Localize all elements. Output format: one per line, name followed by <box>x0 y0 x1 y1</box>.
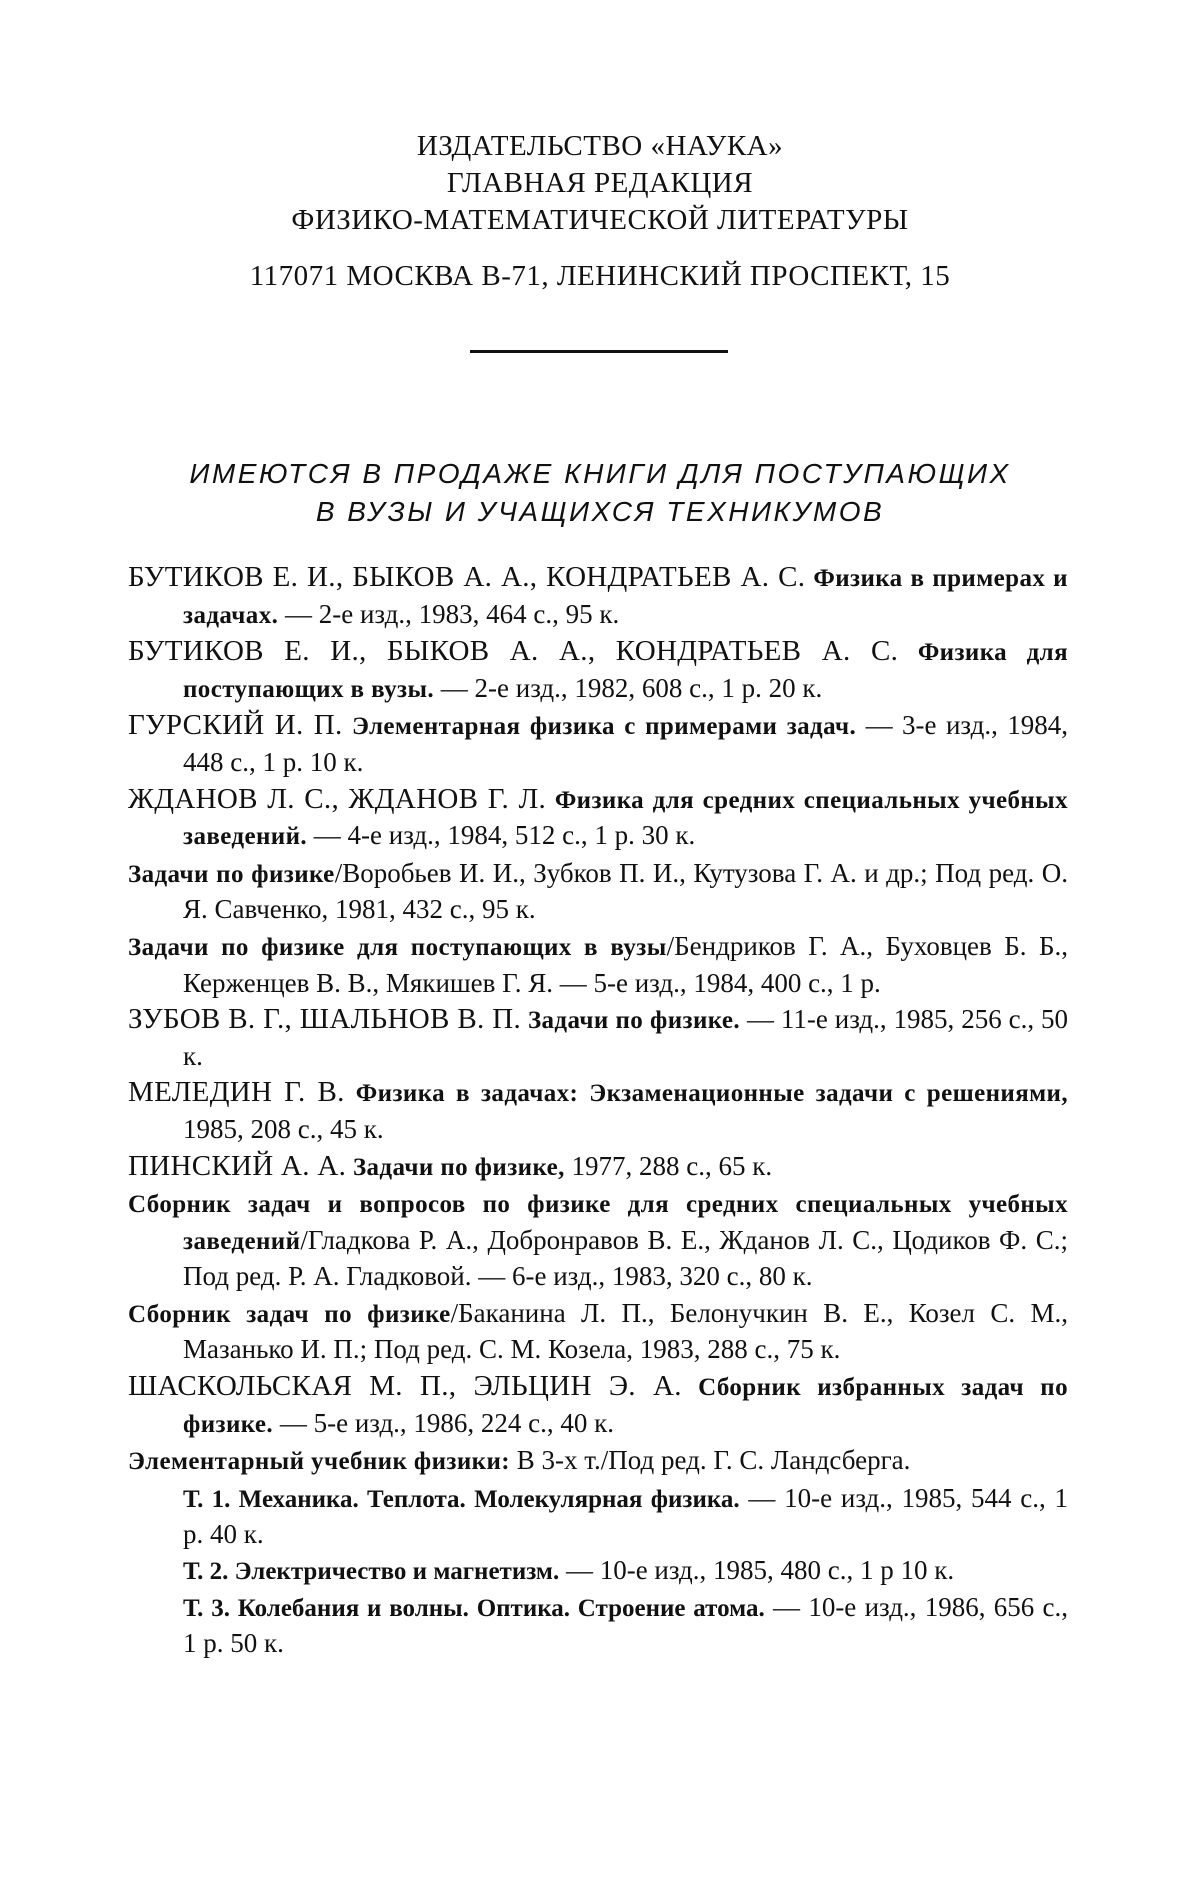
book-details: — 2-е изд., 1982, 608 с., 1 р. 20 к. <box>440 672 823 703</box>
book-author: БУТИКОВ Е. И., БЫКОВ А. А., КОНДРАТЬЕВ А. С. <box>128 635 899 668</box>
book-entry <box>128 1075 1068 1147</box>
book-title: Элементарная физика с примерами задач. <box>351 713 857 741</box>
divider-line <box>470 350 728 353</box>
volume-title: Т. 1. Механика. Теплота. Молекулярная физика. <box>183 1485 740 1513</box>
editorial-office: ГЛАВНАЯ РЕДАКЦИЯ <box>446 167 754 199</box>
book-entry <box>128 856 1068 928</box>
editorial-department: ФИЗИКО-МАТЕМАТИЧЕСКОЙ ЛИТЕРАТУРЫ <box>291 204 909 236</box>
book-entry <box>128 708 1068 780</box>
subtitle-line-2: В ВУЗЫ И УЧАЩИХСЯ ТЕХНИКУМОВ <box>315 496 885 527</box>
book-title: Задачи по физике <box>128 860 335 888</box>
book-author: ПИНСКИЙ А. А. <box>128 1149 347 1182</box>
book-author: ШАСКОЛЬСКАЯ М. П., ЭЛЬЦИН Э. А. <box>128 1370 682 1403</box>
textbook-details: В 3-х т./Под ред. Г. С. Ландсберга. <box>516 1445 911 1476</box>
catalog-subtitle <box>0 455 1200 531</box>
book-title: Сборник задач по физике <box>128 1300 451 1328</box>
book-details: /Гладкова Р. А., Добронравов В. Е., Жданов Л. С., Цодиков Ф. С.; Под ред. Р. А. Гладковой. — 6-е изд., 1983, 320 с., 80 к. <box>183 1224 1068 1292</box>
textbook-volume-1 <box>128 1481 1068 1553</box>
book-details: — 5-е изд., 1986, 224 с., 40 к. <box>279 1407 615 1438</box>
book-title: Физика в задачах: Экзаменационные задачи с решениями, <box>355 1080 1069 1108</box>
book-author: ГУРСКИЙ И. П. <box>128 709 343 742</box>
book-details: — 11-е изд., 1985, 256 с., 50 к. <box>183 1004 1068 1071</box>
book-entry <box>128 560 1068 633</box>
book-title: Сборник задач и вопросов по физике для средних специальных учебных заведений <box>128 1191 1068 1255</box>
book-author: МЕЛЕДИН Г. В. <box>128 1076 345 1109</box>
book-title: Физика для поступающих в вузы. <box>183 639 1068 703</box>
book-details: — 4-е изд., 1984, 512 с., 1 р. 30 к. <box>313 820 696 851</box>
book-entry <box>128 929 1068 1001</box>
book-entry <box>128 1296 1068 1368</box>
book-author: ЗУБОВ В. Г., ШАЛЬНОВ В. П. <box>128 1003 522 1036</box>
book-title: Задачи по физике для поступающих в вузы <box>128 933 667 961</box>
book-entry <box>128 1002 1068 1074</box>
book-entry <box>128 1186 1068 1295</box>
publisher-name: ИЗДАТЕЛЬСТВО «НАУКА» <box>416 130 784 162</box>
book-details: — 2-е изд., 1983, 464 с., 95 к. <box>285 598 620 629</box>
book-title: Физика в примерах и задачах. <box>183 565 1068 629</box>
volume-title: Т. 2. Электричество и магнетизм. <box>183 1558 560 1586</box>
book-title: Физика для средних специальных учебных заведений. <box>183 786 1068 851</box>
textbook-volume-2 <box>128 1553 1068 1590</box>
volume-details: — 10-е изд., 1986, 656 с., 1 р. 50 к. <box>183 1591 1069 1659</box>
book-details: 1977, 288 с., 65 к. <box>571 1150 773 1181</box>
book-title: Сборник избранных задач по физике. <box>183 1374 1068 1438</box>
book-entry <box>128 1149 1068 1186</box>
book-details: — 3-е изд., 1984, 448 с., 1 р. 10 к. <box>183 710 1069 777</box>
publisher-header <box>0 128 1200 239</box>
book-title: Задачи по физике, <box>352 1153 565 1181</box>
book-details: 1985, 208 с., 45 к. <box>183 1113 384 1144</box>
book-list <box>128 560 1068 1662</box>
book-entry <box>128 634 1068 707</box>
textbook-entry <box>128 1443 1068 1480</box>
volume-details: — 10-е изд., 1985, 480 с., 1 р 10 к. <box>565 1555 955 1586</box>
book-details: /Воробьев И. И., Зубков П. И., Кутузова Г. А. и др.; Под ред. О. Я. Савченко, 1981, 432 с., 95 к. <box>183 857 1068 925</box>
book-entry <box>128 1369 1068 1442</box>
volume-title: Т. 3. Колебания и волны. Оптика. Строение атома. <box>183 1594 765 1622</box>
book-entry <box>128 782 1068 855</box>
book-details: /Бендриков Г. А., Буховцев Б. Б., Керженцев В. В., Мякишев Г. Я. — 5-е изд., 1984, 400 с., 1 р. <box>183 930 1068 998</box>
textbook-volume-3 <box>128 1590 1068 1662</box>
publisher-address: 117071 МОСКВА В-71, ЛЕНИНСКИЙ ПРОСПЕКТ, 15 <box>249 260 951 292</box>
textbook-title: Элементарный учебник физики: <box>128 1448 510 1476</box>
book-author: БУТИКОВ Е. И., БЫКОВ А. А., КОНДРАТЬЕВ А. С. <box>128 561 806 593</box>
subtitle-line-1: ИМЕЮТСЯ В ПРОДАЖЕ КНИГИ ДЛЯ ПОСТУПАЮЩИХ <box>189 458 1011 489</box>
volume-details: — 10-е изд., 1985, 544 с., 1 р. 40 к. <box>183 1482 1068 1550</box>
book-details: /Баканина Л. П., Белонучкин В. Е., Козел С. М., Мазанько И. П.; Под ред. С. М. Козела, 1983, 288 с., 75 к. <box>183 1297 1068 1365</box>
book-author: ЖДАНОВ Л. С., ЖДАНОВ Г. Л. <box>128 782 547 815</box>
book-title: Задачи по физике. <box>527 1007 741 1035</box>
